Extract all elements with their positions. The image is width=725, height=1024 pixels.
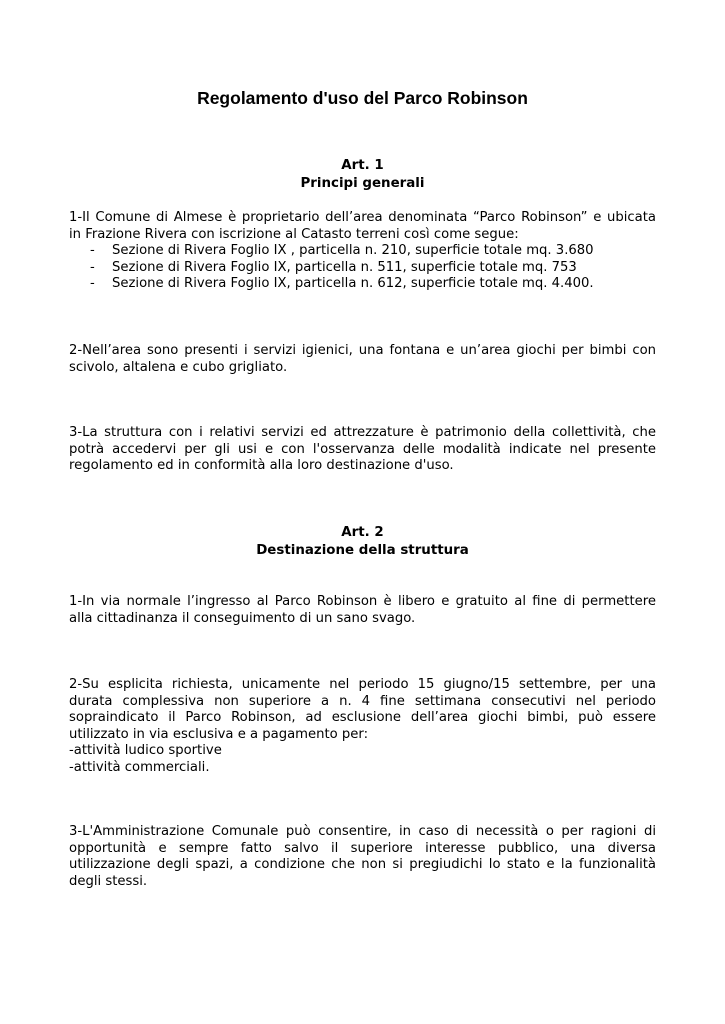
- paragraph-line: 2-Su esplicita richiesta, unicamente nel periodo 15 giugno/15 settembre, per una: [69, 677, 656, 692]
- paragraph-line: 3-L'Amministrazione Comunale può consentire, in caso di necessità o per ragioni di: [69, 824, 656, 839]
- paragraph-line: degli stessi.: [69, 873, 148, 889]
- list-marker: -: [90, 276, 95, 291]
- paragraph-line: durata complessiva non superiore a n. 4 fine settimana consecutivi nel periodo: [69, 693, 656, 709]
- paragraph-line: -attività ludico sportive: [69, 743, 222, 758]
- article-2-heading: [0, 524, 725, 560]
- article-1-number: Art. 1: [341, 158, 384, 173]
- paragraph-line: 3-La struttura con i relativi servizi ed attrezzature è patrimonio della collettività, che: [69, 425, 656, 440]
- paragraph-line: utilizzato in via esclusiva e a pagamento per:: [69, 726, 369, 742]
- list-item: [69, 276, 659, 293]
- paragraph-line: scivolo, altalena e cubo grigliato.: [69, 359, 288, 375]
- article-1-paragraph-1: [69, 210, 656, 243]
- list-marker: -: [90, 259, 95, 275]
- paragraph-line: 1-Il Comune di Almese è proprietario dell’area denominata “Parco Robinson” e ubicata: [69, 210, 656, 225]
- paragraph-line: potrà accedervi per gli usi e con l'osservanza delle modalità indicate nel presente: [69, 441, 656, 457]
- paragraph-line: regolamento ed in conformità alla loro destinazione d'uso.: [69, 458, 454, 473]
- paragraph-line: 2-Nell’area sono presenti i servizi igienici, una fontana e un’area giochi per bimbi con: [69, 343, 656, 358]
- list-item-text: Sezione di Rivera Foglio IX, particella n. 612, superficie totale mq. 4.400.: [112, 276, 594, 291]
- article-1-paragraph-3: [69, 425, 656, 475]
- article-1-title: Principi generali: [300, 176, 425, 191]
- paragraph-line: -attività commerciali.: [69, 759, 210, 775]
- article-2-paragraph-3: [69, 824, 656, 890]
- paragraph-line: in Frazione Rivera con iscrizione al Catasto terreni così come segue:: [69, 226, 519, 242]
- article-2-number: Art. 2: [341, 525, 384, 540]
- list-item: [69, 260, 659, 277]
- paragraph-line: 1-In via normale l’ingresso al Parco Robinson è libero e gratuito al fine di permettere: [69, 594, 656, 609]
- article-2-title: Destinazione della struttura: [256, 543, 469, 558]
- article-2-paragraph-1: [69, 594, 656, 627]
- paragraph-line: opportunità e sempre fatto salvo il superiore interesse pubblico, una diversa: [69, 840, 656, 856]
- cadastral-parcel-list: [69, 243, 659, 293]
- document-title: Regolamento d'uso del Parco Robinson: [197, 88, 528, 108]
- list-item-text: Sezione di Rivera Foglio IX, particella n. 511, superficie totale mq. 753: [112, 259, 577, 275]
- article-1-paragraph-2: [69, 343, 656, 376]
- paragraph-line: sopraindicato il Parco Robinson, ad esclusione dell’area giochi bimbi, può essere: [69, 710, 656, 725]
- list-marker: -: [90, 243, 95, 258]
- article-1-heading: [0, 157, 725, 193]
- paragraph-line: alla cittadinanza il conseguimento di un sano svago.: [69, 610, 416, 626]
- paragraph-line: utilizzazione degli spazi, a condizione che non si pregiudichi lo stato e la funzionalità: [69, 857, 656, 872]
- article-2-paragraph-2: [69, 677, 656, 776]
- list-item: [69, 243, 659, 260]
- list-item-text: Sezione di Rivera Foglio IX , particella n. 210, superficie totale mq. 3.680: [112, 243, 594, 258]
